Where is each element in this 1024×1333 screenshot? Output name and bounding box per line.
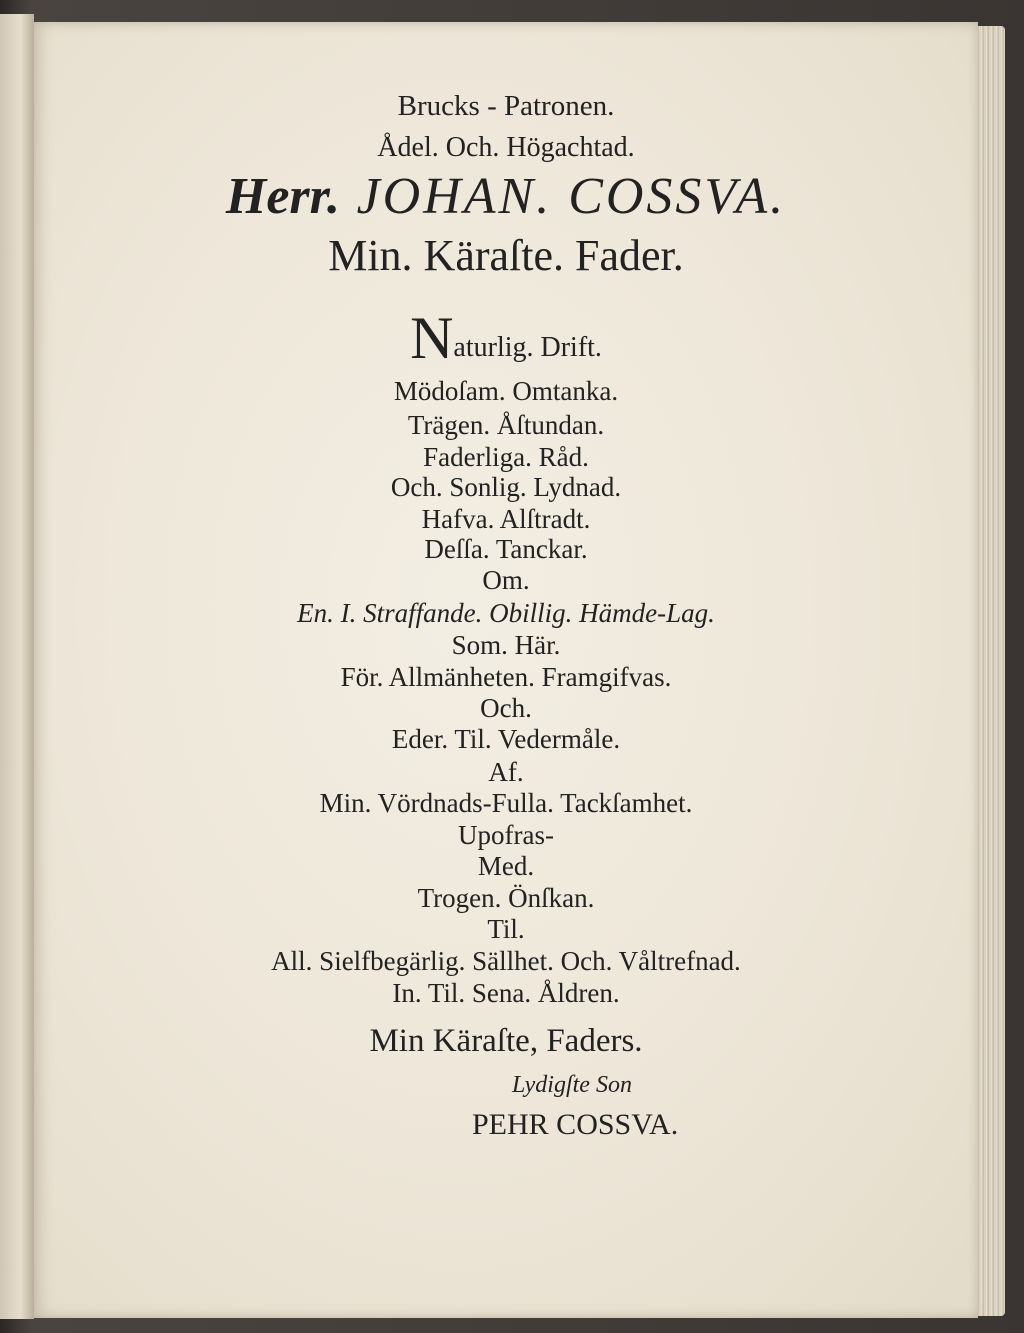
line-min-karaste-fader: Min. Käraſte. Fader. (328, 231, 684, 280)
name-johan-cossva: JOHAN. COSSVA. (356, 168, 787, 225)
line-hafva: Hafva. Alſtradt. (421, 504, 591, 534)
line-tragen: Trägen. Åſtundan. (407, 410, 605, 440)
line-naturlig-drift (34, 305, 978, 371)
signature-lydigste-son: Lydigſte Son (512, 1072, 632, 1098)
line-trogen: Trogen. Önſkan. (417, 883, 595, 913)
line-til: Til. (487, 914, 525, 944)
line-och: Och. (480, 693, 532, 723)
line-adel-och: Ådel. Och. Högachtad. (377, 132, 635, 163)
signature-pehr-cossva: PEHR COSSVA. (472, 1108, 679, 1141)
line-och-sonlig: Och. Sonlig. Lydnad. (390, 472, 622, 502)
left-page-edge (0, 14, 34, 1319)
line-in-til-sena: In. Til. Sena. Åldren. (392, 978, 620, 1008)
line-af: Af. (488, 757, 524, 787)
line-straffande: En. I. Straffande. Obillig. Hämde-Lag. (297, 598, 715, 628)
line-som-har: Som. Här. (451, 630, 561, 660)
line-om: Om. (482, 565, 530, 595)
naturlig-drift-text: aturlig. Drift. (453, 332, 602, 363)
line-upofras: Upofras- (458, 820, 554, 850)
herr-label: Herr. (225, 168, 341, 225)
line-herr-johan-cossva (34, 170, 978, 223)
line-brucks-patronen: Brucks - Patronen. (397, 90, 615, 122)
line-allmanheten: För. Allmänheten. Framgifvas. (340, 662, 672, 692)
page-stack-edge (975, 26, 1005, 1316)
line-vordnads: Min. Vördnads-Fulla. Tackſamhet. (319, 788, 693, 818)
line-min-karaste-faders: Min Käraſte, Faders. (369, 1023, 643, 1059)
line-med: Med. (477, 851, 535, 881)
line-eder: Eder. Til. Vedermåle. (391, 724, 621, 754)
line-dessa: Deſſa. Tanckar. (424, 534, 588, 564)
book-page (34, 22, 978, 1318)
line-modosam: Mödoſam. Omtanka. (393, 376, 619, 406)
line-all-sielfbegarlig: All. Sielfbegärlig. Sällhet. Och. Våltrefnad. (271, 946, 741, 976)
line-faderliga: Faderliga. Råd. (423, 442, 589, 472)
drop-initial-n: N (410, 305, 454, 371)
